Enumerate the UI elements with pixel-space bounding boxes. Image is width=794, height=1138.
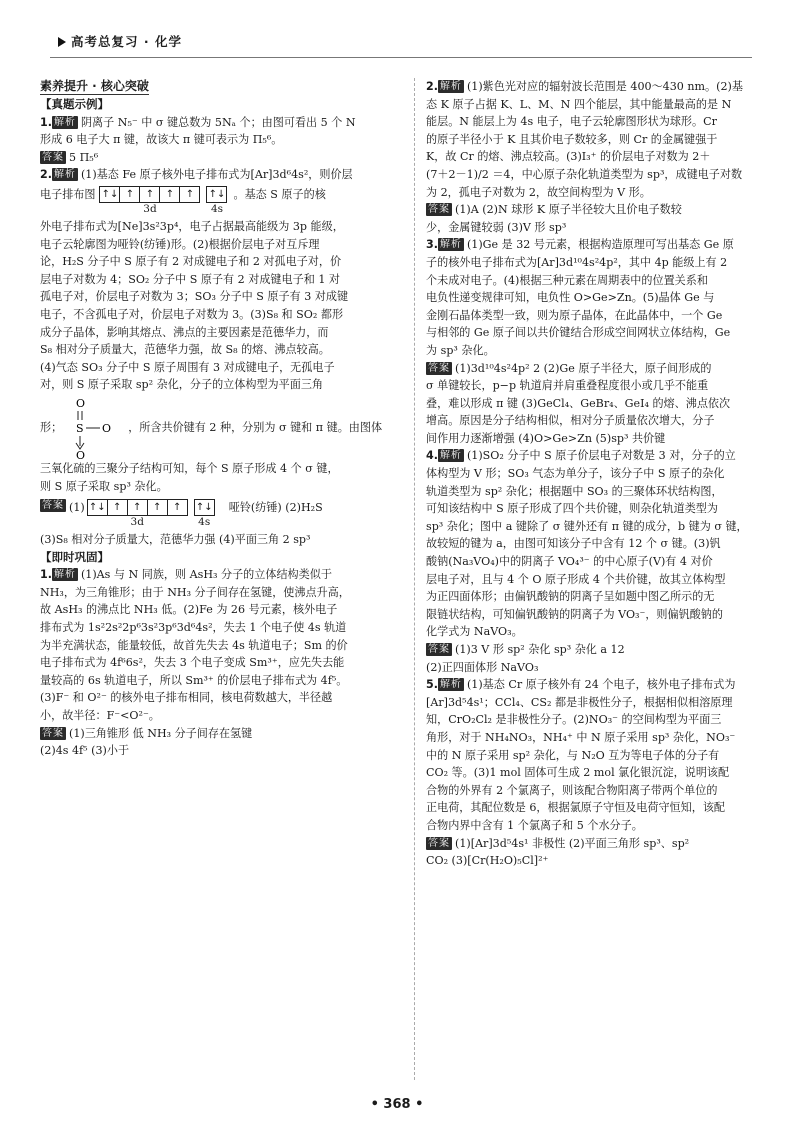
section-title: 素养提升 · 核心突破 (40, 79, 149, 93)
question-block (426, 676, 782, 870)
text-line: 为半充满状态，能量较低，故首先失去 4s 轨道电子；Sm 的价 (40, 638, 348, 652)
answer-text: 哑铃(纺锤) (2)H₂S (228, 501, 323, 515)
orbital-box: ↑ (160, 187, 180, 202)
question-block (426, 447, 782, 676)
so3-atom-right: O (102, 421, 112, 435)
question-number: 2. (426, 80, 438, 93)
text-line: 体构型为 V 形；SO₃ 气态为单分子，该分子中 S 原子的杂化 (426, 467, 725, 481)
text-line: 子的核外电子排布式为[Ar]3d¹⁰4s²4p²，其中 4p 能级上有 2 (426, 255, 728, 269)
text-line: 与相邻的 Ge 原子间以共价键结合形成空间网状立体结构，Ge (426, 326, 731, 340)
text-line: 小，故半径：F⁻<O²⁻。 (40, 709, 160, 723)
answer-text: 少，金属键较弱 (3)V 形 sp³ (426, 220, 567, 234)
text-line: 可知该结构中 S 原子形成了四个共价键，则杂化轨道类型为 (426, 502, 718, 516)
question-number: 1. (40, 568, 52, 582)
running-header (58, 32, 182, 50)
text-line: 轨道类型为 sp² 杂化；根据题中 SO₃ 的三聚体环状结构图， (426, 484, 723, 498)
analysis-tag: 解析 (439, 239, 462, 251)
subsection-title: 【即时巩固】 (40, 549, 109, 564)
text-line: (1)紫色光对应的辐射波长范围是 400～430 nm。(2)基 (466, 80, 743, 93)
text-line: 三氧化硫的三聚分子结构可知，每个 S 原子形成 4 个 σ 键， (40, 461, 339, 475)
subsection-title: 【真题示例】 (40, 97, 109, 111)
so3-atom-top: O (76, 396, 86, 410)
text-line: [Ar]3d⁵4s¹；CCl₄、CS₂ 都是非极性分子，根据相似相溶原理 (426, 695, 733, 709)
analysis-tag: 解析 (53, 169, 76, 181)
answer-tag: 答案 (428, 837, 450, 849)
text-line: 电负性递变规律可知，电负性 O>Ge>Zn。(5)晶体 Ge 与 (426, 291, 715, 305)
orbital-box: ↑ (128, 500, 148, 515)
text-line: (1)As 与 N 同族，则 AsH₃ 分子的立体结构类似于 (80, 568, 332, 582)
answer-text: (1)A (2)N 球形 K 原子半径较大且价电子数较 (455, 203, 682, 217)
orbital-box: ↑ (108, 500, 128, 515)
text-line: 角形，对于 NH₄NO₃，NH₄⁺ 中 N 原子采用 sp³ 杂化，NO₃⁻ (426, 730, 736, 744)
orbital-box: ↑ (173, 502, 182, 514)
answer-tag: 答案 (42, 727, 64, 739)
orbital-label: 3d (143, 202, 157, 215)
text-line: 个未成对电子。(4)根据三种元素在周期表中的位置关系和 (426, 273, 708, 287)
answer-tag: 答案 (428, 644, 450, 655)
question-block (426, 78, 782, 236)
analysis-tag: 解析 (439, 81, 462, 92)
orbital-box: ↑↓ (88, 500, 108, 515)
text-line: 中的 N 原子采用 sp² 杂化，与 N₂O 互为等电子体的分子有 (426, 748, 720, 762)
text-line: (1)Ge 是 32 号元素，根据构造原理可写出基态 Ge 原 (466, 238, 734, 252)
so3-atom-bottom: O (76, 448, 86, 460)
question-block (40, 166, 404, 548)
text-line: 故 AsH₃ 的沸点比 NH₃ 低。(2)Fe 为 26 号元素，核外电子 (40, 603, 338, 617)
left-column (40, 78, 404, 760)
text-line: 量较高的 6s 轨道电子，所以 Sm³⁺ 的价层电子排布式为 4f⁵。 (40, 673, 348, 687)
orbital-box: ↑↓ (195, 502, 213, 514)
text-line: 合物的外界有 2 个氯离子，则该配合物阳离子带两个单位的 (426, 783, 718, 797)
text-line: 的原子半径小于 K 且其价电子数较多，则 Cr 的金属键强于 (426, 132, 718, 146)
text-line: 知，CrO₂Cl₂ 是非极性分子。(2)NO₃⁻ 的空间构型为平面三 (426, 713, 722, 727)
answer-tag: 答案 (428, 362, 450, 374)
text-line: 酸钠(Na₃VO₄)中的阴离子 VO₄³⁻ 的中心原子(V)有 4 对价 (426, 555, 713, 569)
text-line: (1)基态 Cr 原子核外有 24 个电子，核外电子排布式为 (466, 678, 736, 692)
text-line: NH₃，为三角锥形；由于 NH₃ 分子间存在氢键，使沸点升高， (40, 585, 350, 599)
text-line: 故较短的键为 a，由图可知该分子中含有 12 个 σ 键。(3)钒 (426, 537, 721, 551)
text-line: 排布式为 1s²2s²2p⁶3s²3p⁶3d⁶4s²，失去 1 个电子使 4s 轨道 (40, 621, 347, 635)
text-line: 化学式为 NaVO₃。 (426, 625, 523, 639)
text-line: 为正四面体形；由偏钒酸钠的阴离子呈如题中图乙所示的无 (426, 590, 715, 604)
column-divider (414, 78, 415, 1080)
text-line: S₈ 相对分子质量大，范德华力强，故 S₈ 的熔、沸点较高。 (40, 343, 330, 357)
analysis-tag: 解析 (439, 450, 462, 462)
text-line: (7＋2－1)/2 ＝4，中心原子杂化轨道类型为 sp³，成键电子对数 (426, 167, 743, 181)
orbital-box: ↑ (120, 187, 140, 202)
analysis-tag: 解析 (439, 679, 462, 691)
answer-text: (1)三角锥形 低 NH₃ 分子间存在氢键 (69, 726, 253, 740)
analysis-tag: 解析 (53, 569, 76, 581)
answer-orbital-line (40, 499, 404, 529)
text-line: 对，则 S 原子采取 sp² 杂化，分子的立体构型为平面三角 (40, 378, 324, 392)
text-line: 合物内界中含有 1 个氯离子和 5 个水分子。 (426, 818, 643, 832)
answer-text: 叠，难以形成 π 键 (3)GeCl₄、GeBr₄、GeI₄ 的熔、沸点依次 (426, 396, 731, 410)
so3-atom-center: S (76, 421, 84, 435)
text-line: 阴离子 N₅⁻ 中 σ 键总数为 5Nₐ 个；由图可看出 5 个 N (80, 115, 356, 129)
text-line: 孤电子对，价层电子对数为 3；SO₃ 分子中 S 原子有 3 对成键 (40, 290, 349, 304)
answer-text: 增高。原因是分子结构相似，相对分子质量依次增大，分子 (426, 414, 715, 428)
text-line: 层电子对数为 4；SO₂ 分子中 S 原子有 2 对成键电子和 1 对 (40, 272, 341, 286)
so3-structure-line (40, 396, 404, 460)
question-number: 3. (426, 238, 438, 252)
text-line: 金刚石晶体类型一致，则为原子晶体，在此晶体中，一个 Ge (426, 308, 723, 322)
question-number: 4. (426, 449, 438, 463)
answer-text: CO₂ (3)[Cr(H₂O)₅Cl]²⁺ (426, 854, 549, 868)
question-block (426, 236, 782, 447)
orbital-4s (206, 186, 227, 216)
orbital-box: ↑↓ (208, 188, 226, 200)
question-number: 2. (40, 168, 52, 182)
answer-text: σ 单键较长，p−p 轨道肩并肩重叠程度很小或几乎不能重 (426, 379, 709, 393)
orbital-box: ↑↓ (100, 187, 120, 202)
text-line: 。基态 S 原子的核 (233, 187, 326, 201)
text-line: 电子，不含孤电子对，价层电子对数为 3。(3)S₈ 和 SO₂ 都形 (40, 307, 344, 321)
text-line: 论，H₂S 分子中 S 原子有 2 对成键电子和 2 对孤电子对，价 (40, 255, 342, 269)
orbital-label: 4s (198, 516, 211, 529)
answer-text: (1)3d¹⁰4s²4p² 2 (2)Ge 原子半径大，原子间形成的 (455, 361, 712, 375)
answer-text: 5 Π₅⁶ (69, 150, 99, 164)
text-line: 态 K 原子占据 K、L、M、N 四个能层，其中能量最高的是 N (426, 97, 732, 111)
right-column (426, 78, 782, 870)
answer-text: (3)S₈ 相对分子质量大，范德华力强 (4)平面三角 2 sp³ (40, 533, 311, 547)
text-line: 限链状结构，可知偏钒酸钠的阴离子为 VO₃⁻，则偏钒酸钠的 (426, 607, 723, 621)
text-line: sp³ 杂化；图中 a 键除了 σ 键外还有 π 键的成分，b 键为 σ 键， (426, 519, 748, 533)
text-line: 正电荷，其配位数是 6，根据氯原子守恒及电荷守恒知，该配 (426, 801, 726, 815)
answer-text: (2)正四面体形 NaVO₃ (426, 660, 539, 674)
orbital-box: ↑ (185, 188, 195, 200)
orbital-box: ↑ (140, 187, 160, 202)
text-line: 为 2，孤电子对数为 2，故空间构型为 V 形。 (426, 185, 651, 199)
header-rule (50, 57, 752, 58)
question-block (40, 566, 404, 760)
triangle-marker-icon (58, 37, 66, 47)
text-line: 能层。N 能层上为 4s 电子，电子云轮廓图形状为球形。Cr (426, 115, 717, 129)
text-line: 形； (40, 421, 63, 435)
so3-structure-diagram (64, 396, 126, 460)
text-line: 为 sp³ 杂化。 (426, 343, 495, 357)
answer-tag: 答案 (428, 204, 450, 216)
header-title: 高考总复习 · 化学 (71, 34, 182, 49)
text-line: (4)气态 SO₃ 分子中 S 原子周围有 3 对成键电子，无孤电子 (40, 360, 335, 374)
text-line: (1)基态 Fe 原子核外电子排布式为[Ar]3d⁶4s²，则价层 (80, 168, 353, 182)
text-line: 电子排布式为 4f⁶6s²，失去 3 个电子变成 Sm³⁺，应先失去能 (40, 656, 345, 670)
text-line: 层电子对，且与 4 个 O 原子形成 4 个共价键，故其立体构型 (426, 572, 726, 586)
answer-text: (1) (69, 501, 85, 515)
answer-text: (1)[Ar]3d⁵4s¹ 非极性 (2)平面三角形 sp³、sp² (455, 836, 690, 850)
question-block (40, 114, 404, 167)
text-line: CO₂ 等。(3)1 mol 固体可生成 2 mol 氯化银沉淀，说明该配 (426, 766, 730, 780)
text-line: 形成 6 电子大 π 键，故该大 π 键可表示为 Π₅⁶。 (40, 133, 283, 147)
answer-text: (1)3 V 形 sp² 杂化 sp³ 杂化 a 12 (455, 643, 625, 656)
text-line: 电子排布图 (40, 187, 96, 201)
orbital-3d (87, 499, 188, 529)
question-number: 1. (40, 115, 52, 129)
analysis-tag: 解析 (53, 116, 76, 128)
question-number: 5. (426, 678, 438, 692)
text-line: (1)SO₂ 分子中 S 原子价层电子对数是 3 对，分子的立 (466, 449, 736, 463)
text-line: 成分子晶体，影响其熔点、沸点的主要因素是范德华力，而 (40, 325, 329, 339)
text-line: K，故 Cr 的熔、沸点较高。(3)I₃⁺ 的价层电子对数为 2＋ (426, 150, 711, 164)
text-line: 电子云轮廓图为哑铃(纺锤)形。(2)根据价层电子对互斥理 (40, 237, 320, 251)
answer-text: (2)4s 4f⁵ (3)小于 (40, 744, 130, 758)
orbital-diagram (40, 186, 404, 216)
answer-tag: 答案 (42, 500, 64, 512)
orbital-4s (194, 499, 215, 529)
text-line: 外电子排布式为[Ne]3s²3p⁴，电子占据最高能级为 3p 能级， (40, 219, 344, 233)
text-line: (3)F⁻ 和 O²⁻ 的核外电子排布相同，核电荷数越大，半径越 (40, 691, 333, 705)
answer-tag: 答案 (42, 151, 64, 163)
answer-text: 间作用力逐渐增强 (4)O>Ge>Zn (5)sp³ 共价键 (426, 431, 666, 445)
orbital-label: 4s (210, 202, 224, 215)
page-number: • 368 • (370, 1097, 424, 1112)
text-line: 则 S 原子采取 sp³ 杂化。 (40, 479, 168, 493)
text-line: ，所含共价键有 2 种，分别为 σ 键和 π 键。由图体 (128, 421, 383, 435)
orbital-label: 3d (130, 516, 144, 529)
orbital-3d (99, 186, 200, 216)
orbital-box: ↑ (148, 500, 168, 515)
